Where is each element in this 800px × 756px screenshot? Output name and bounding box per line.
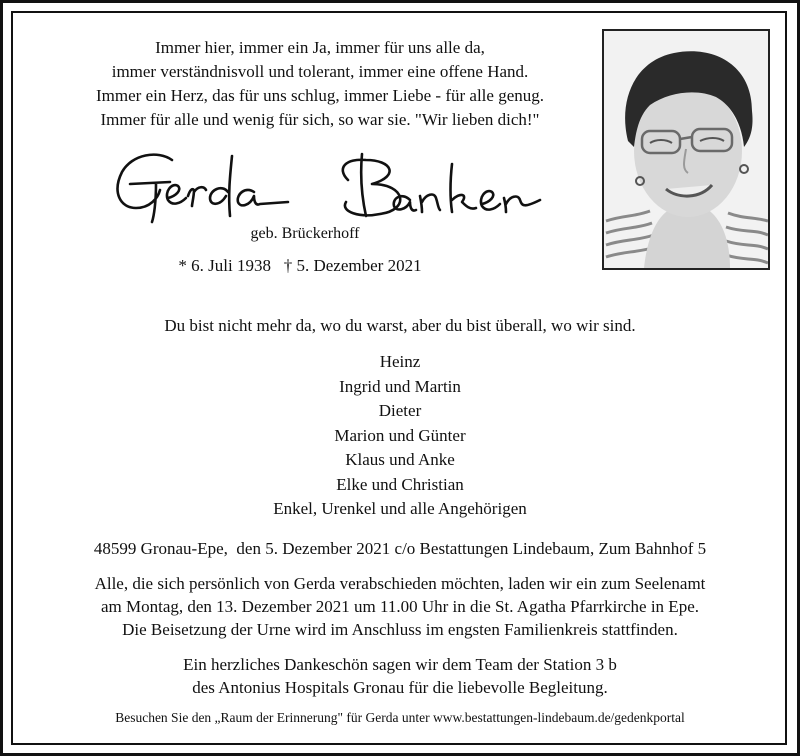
memorial-portal-note [20,708,780,728]
place-and-date: 48599 Gronau-Epe, den 5. Dezember 2021 c/o Bestattungen Lindebaum, Zum Bahnhof 5 [93,539,707,558]
invitation-line: am Montag, den 13. Dezember 2021 um 11.00 Uhr in die St. Agatha Pfarrkirche in Epe. [100,597,699,616]
portal-link[interactable]: www.bestattungen-lindebaum.de/gedenkportal [432,710,685,725]
thanks-text [20,653,780,699]
memorial-quote: Du bist nicht mehr da, wo du warst, aber du bist überall, wo wir sind. [164,316,636,335]
family-member: Enkel, Urenkel und alle Angehörigen [273,499,527,518]
invitation-text [20,572,780,641]
family-list [200,350,600,522]
deceased-name [110,146,570,230]
invitation-line: Die Beisetzung der Urne wird im Anschluss im engsten Familienkreis stattfinden. [122,620,678,639]
thanks-line: des Antonius Hospitals Gronau für die liebevolle Begleitung. [192,678,608,697]
family-member: Ingrid und Martin [339,376,461,396]
invitation-line: Alle, die sich persönlich von Gerda verabschieden möchten, laden wir ein zum Seelenamt [94,574,706,593]
family-member: Elke und Christian [336,474,464,494]
family-member: Klaus und Anke [345,450,455,469]
thanks-line: Ein herzliches Dankeschön sagen wir dem Team der Station 3 b [183,655,617,674]
family-member: Dieter [378,401,422,420]
portrait-image [604,31,768,268]
family-member: Marion und Günter [334,425,466,445]
portal-note-text: Besuchen Sie den „Raum der Erinnerung" für Gerda unter [115,710,433,725]
life-dates: * 6. Juli 1938 † 5. Dezember 2021 [178,256,422,275]
poem-line: Immer für alle und wenig für sich, so war sie. "Wir lieben dich!" [100,110,540,129]
memorial-poem [40,36,600,132]
script-name-graphic [110,146,570,230]
poem-line: Immer ein Herz, das für uns schlug, immer Liebe - für alle genug. [96,86,544,105]
maiden-name: geb. Brückerhoff [250,225,360,242]
family-member: Heinz [379,352,421,371]
portrait-photo [602,29,770,270]
poem-line: immer verständnisvoll und tolerant, immer eine offene Hand. [111,62,529,81]
poem-line: Immer hier, immer ein Ja, immer für uns alle da, [155,38,485,57]
